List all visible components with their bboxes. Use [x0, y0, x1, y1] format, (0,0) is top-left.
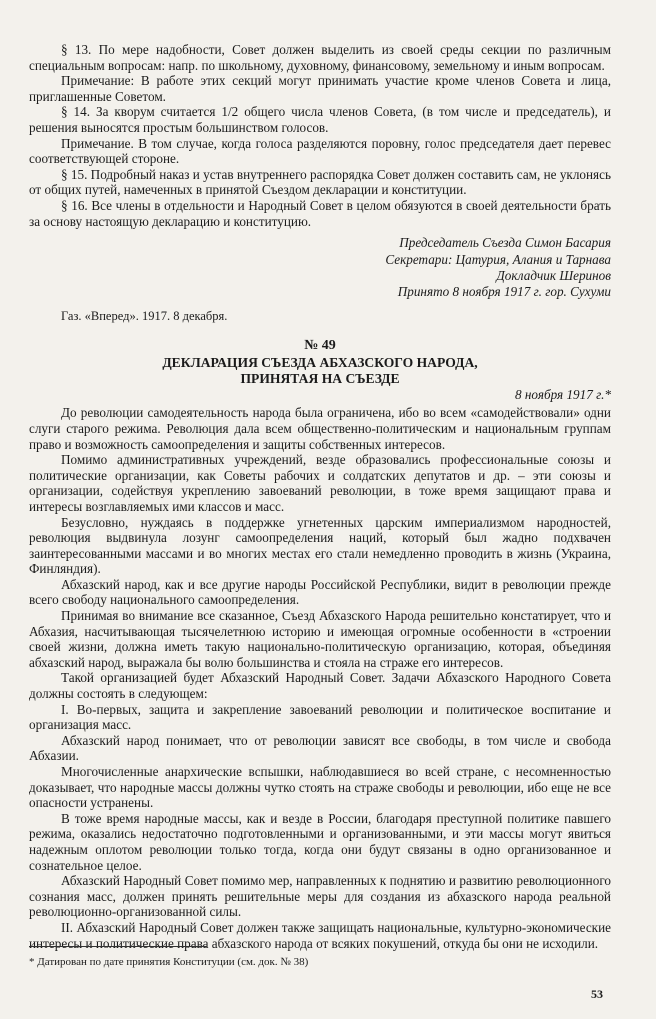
document-number: № 49 — [304, 338, 336, 354]
page-number: 53 — [591, 987, 603, 1001]
footnote: * Датирован по дате принятия Конституции (см. док. № 38) — [29, 956, 309, 968]
paragraph-main-8: Абхазский народ понимает, что от революции зависят все свободы, в том числе и свобода Абхазии. — [29, 732, 611, 764]
paragraph-main-12: II. Абхазский Народный Совет должен также защищать национальные, культурно-экономические интересы и политические права абхазского народа от всяких покушений, откуда бы они не исходили. — [29, 919, 611, 951]
paragraph-main-2: Помимо административных учреждений, везде образовались профессиональные союзы и политические организации, как Советы рабочих и солдатских депутатов и др. – эти союзы и организации, содействуя укреплению завоеваний революции, в тоже время защищают права и интересы возглавляемых ими классов и масс. — [29, 452, 611, 514]
paragraph-main-6: Такой организацией будет Абхазский Народный Совет. Задачи Абхазского Народного Совета должны состоять в следующем: — [29, 670, 611, 702]
paragraph-main-4: Абхазский народ, как и все другие народы Российской Республики, видит в революции прежде всего свободу национального самоопределения. — [29, 576, 611, 608]
page-content — [29, 42, 611, 951]
signature-secretaries: Секретари: Цатурия, Алания и Тарнава — [385, 251, 611, 267]
paragraph-s15: § 15. Подробный наказ и устав внутреннего распорядка Совет должен составить сам, не уклонясь от общих путей, намеченных в принятой Съездом декларации и конституции. — [29, 166, 611, 198]
paragraph-note-1: Примечание: В работе этих секций могут принимать участие кроме членов Совета и лица, приглашенные Советом. — [29, 73, 611, 104]
paragraph-s16: § 16. Все члены в отдельности и Народный Совет в целом обязуются в своей деятельности брать за основу настоящую декларацию и конституцию. — [29, 197, 611, 229]
signature-adopted: Принято 8 ноября 1917 г. гор. Сухуми — [397, 284, 611, 300]
document-title-line-2: ПРИНЯТАЯ НА СЪЕЗДЕ — [240, 371, 400, 387]
paragraph-main-7: I. Во-первых, защита и закрепление завоеваний революции и политическое воспитание и организация масс. — [29, 701, 611, 733]
source-citation: Газ. «Вперед». 1917. 8 декабря. — [61, 308, 228, 323]
document-date: 8 ноября 1917 г.* — [515, 387, 611, 403]
document-title-line-1: ДЕКЛАРАЦИЯ СЪЕЗДА АБХАЗСКОГО НАРОДА, — [162, 355, 478, 371]
signature-reporter: Докладчик Шеринов — [496, 267, 611, 283]
paragraph-s13: § 13. По мере надобности, Совет должен выделить из своей среды секции по различным специальным вопросам: напр. по школьному, духовному, финансовому, земельному и иным вопросам. — [29, 42, 611, 73]
paragraph-main-3: Безусловно, нуждаясь в поддержке угнетенных царским империализмом народностей, революция выдвинула лозунг самоопределения наций, который был жадно подхвачен заинтересованными массами и во многих местах его стали немедленно проводить в жизнь (Украина, Финляндия). — [29, 514, 611, 577]
signature-chairman: Председатель Съезда Симон Басария — [399, 235, 611, 251]
paragraph-note-2: Примечание. В том случае, когда голоса разделяются поровну, голос председателя дает перевес соответствующей стороне. — [29, 135, 611, 167]
footnote-divider — [29, 946, 207, 947]
paragraph-main-9: Многочисленные анархические вспышки, наблюдавшиеся во всей стране, с несомненностью доказывает, что народные массы должны чутко стоять на страже свободы и революции, ибо еще не все опасности устранены. — [29, 764, 611, 811]
paragraph-main-10: В тоже время народные массы, как и везде в России, благодаря преступной политике павшего режима, оказались недостаточно подготовленными и организованными, и эти массы могут явиться надежным оплотом революции только тогда, когда они будут связаны в одно организованное и сознательное целое. — [29, 810, 611, 873]
paragraph-main-5: Принимая во внимание все сказанное, Съезд Абхазского Народа решительно констатирует, что и Абхазия, насчитывающая тысячелетнюю историю и имеющая огромные особенности в «строении своей жизни, должна иметь такую национально-политическую организацию, которая, объединяя абхазский народ, выражала бы волю большинства и стояла на страже его интересов. — [29, 608, 611, 670]
paragraph-main-11: Абхазский Народный Совет помимо мер, направленных к поднятию и развитию революционного сознания масс, должен принять решительные меры для создания из абхазского народа реальной революционно-организованной силы. — [29, 873, 611, 920]
paragraph-s14: § 14. За кворум считается 1/2 общего числа членов Совета, (в том числе и председатель), и решения выносятся простым большинством голосов. — [29, 104, 611, 135]
paragraph-main-1: До революции самодеятельность народа была ограничена, ибо во всем «самодействовали» одни слуги старого режима. Революция дала всем общественно-политическим и национальным группам право и возможность самоопределения и защиты собственных интересов. — [29, 405, 611, 452]
